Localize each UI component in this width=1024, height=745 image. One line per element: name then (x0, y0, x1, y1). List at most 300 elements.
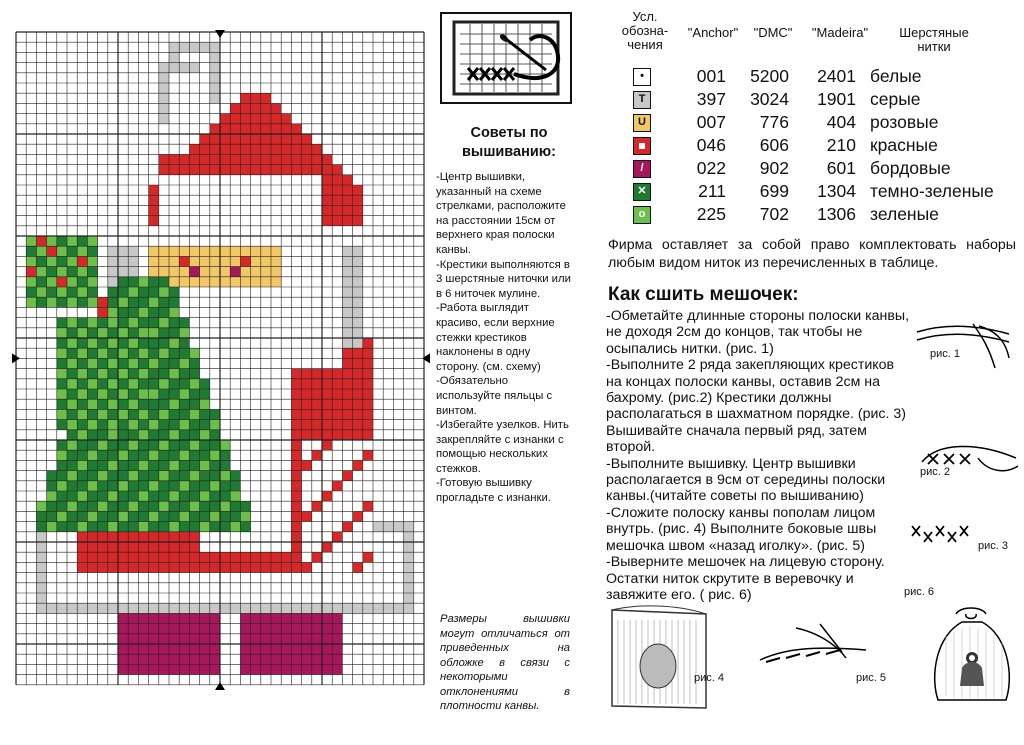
stitch-cell (67, 450, 77, 460)
stitch-cell (87, 236, 97, 246)
stitch-cell (281, 134, 291, 144)
stitch-cell (312, 420, 322, 430)
stitch-cell (179, 501, 189, 511)
stitch-cell (189, 573, 199, 583)
stitch-cell (57, 369, 67, 379)
stitch-cell (210, 603, 220, 613)
stitch-cell (353, 501, 363, 511)
stitch-cell (128, 664, 138, 674)
stitch-cell (261, 328, 271, 338)
stitch-cell (128, 603, 138, 613)
stitch-cell (230, 511, 240, 521)
stitch-cell (332, 624, 342, 634)
stitch-cell (189, 542, 199, 552)
stitch-cell (210, 267, 220, 277)
stitch-cell (189, 430, 199, 440)
stitch-cell (128, 297, 138, 307)
stitch-cell (159, 103, 169, 113)
stitch-cell (271, 277, 281, 287)
stitch-cell (159, 511, 169, 521)
stitch-cell (67, 318, 77, 328)
stitch-cell (230, 175, 240, 185)
stitch-cell (353, 348, 363, 358)
stitch-cell (169, 420, 179, 430)
stitch-cell (322, 236, 332, 246)
stitch-cell (261, 644, 271, 654)
stitch-cell (210, 430, 220, 440)
stitch-cell (67, 481, 77, 491)
stitch-cell (77, 430, 87, 440)
stitch-cell (220, 226, 230, 236)
stitch-cell (189, 267, 199, 277)
stitch-cell (200, 552, 210, 562)
stitch-cell (302, 501, 312, 511)
stitch-cell (149, 420, 159, 430)
stitch-cell (251, 460, 261, 470)
stitch-cell (271, 348, 281, 358)
stitch-cell (189, 195, 199, 205)
stitch-cell (210, 420, 220, 430)
stitch-cell (342, 369, 352, 379)
stitch-cell (210, 583, 220, 593)
stitch-cell (159, 430, 169, 440)
stitch-cell (281, 644, 291, 654)
stitch-cell (312, 542, 322, 552)
stitch-cell (240, 205, 250, 215)
stitch-cell (220, 369, 230, 379)
stitch-cell (353, 552, 363, 562)
stitch-cell (138, 318, 148, 328)
stitch-cell (240, 267, 250, 277)
stitch-cell (57, 256, 67, 266)
stitch-cell (251, 348, 261, 358)
stitch-cell (342, 542, 352, 552)
stitch-cell (200, 613, 210, 623)
stitch-cell (281, 236, 291, 246)
stitch-cell (312, 338, 322, 348)
stitch-cell (332, 348, 342, 358)
stitch-cell (200, 165, 210, 175)
stitch-cell (353, 420, 363, 430)
stitch-cell (332, 328, 342, 338)
stitch-cell (87, 246, 97, 256)
stitch-cell (118, 358, 128, 368)
stitch-cell (363, 389, 373, 399)
stitch-cell (220, 511, 230, 521)
stitch-cell (149, 634, 159, 644)
stitch-cell (77, 542, 87, 552)
stitch-cell (47, 246, 57, 256)
stitch-cell (138, 481, 148, 491)
stitch-cell (291, 481, 301, 491)
stitch-cell (36, 522, 46, 532)
stitch-cell (291, 175, 301, 185)
stitch-cell (87, 603, 97, 613)
stitch-cell (57, 593, 67, 603)
stitch-cell (251, 277, 261, 287)
stitch-cell (302, 562, 312, 572)
stitch-cell (342, 195, 352, 205)
stitch-cell (36, 542, 46, 552)
stitch-cell (118, 501, 128, 511)
stitch-cell (312, 562, 322, 572)
stitch-cell (67, 532, 77, 542)
stitch-cell (149, 573, 159, 583)
stitch-cell (251, 236, 261, 246)
stitch-cell (87, 501, 97, 511)
stitch-cell (312, 256, 322, 266)
stitch-cell (138, 522, 148, 532)
stitch-cell (230, 522, 240, 532)
stitch-cell (149, 328, 159, 338)
stitch-cell (251, 511, 261, 521)
stitch-cell (240, 562, 250, 572)
stitch-cell (189, 389, 199, 399)
stitch-cell (353, 256, 363, 266)
stitch-cell (210, 501, 220, 511)
t-square-icon: T (633, 91, 651, 109)
stitch-cell (149, 226, 159, 236)
stitch-cell (312, 358, 322, 368)
center-arrow-icon (215, 682, 225, 690)
stitch-cell (149, 369, 159, 379)
stitch-cell (312, 511, 322, 521)
stitch-cell (159, 471, 169, 481)
stitch-cell (128, 348, 138, 358)
tip-item: - Крестики выполняются в 3 шерстяные ниточки или в 6 ниточек мулине. (436, 258, 576, 302)
stitch-cell (189, 338, 199, 348)
stitch-cell (332, 481, 342, 491)
header-wool: Шерстяные нитки (899, 25, 969, 54)
stitch-cell (353, 297, 363, 307)
stitch-cell (302, 328, 312, 338)
stitch-cell (98, 389, 108, 399)
stitch-cell (149, 613, 159, 623)
stitch-cell (210, 93, 220, 103)
stitch-cell (322, 318, 332, 328)
stitch-cell (87, 256, 97, 266)
stitch-cell (230, 236, 240, 246)
stitch-cell (210, 491, 220, 501)
stitch-cell (281, 154, 291, 164)
stitch-cell (220, 318, 230, 328)
stitch-cell (220, 124, 230, 134)
stitch-cell (210, 165, 220, 175)
stitch-cell (87, 491, 97, 501)
stitch-cell (220, 165, 230, 175)
stitch-cell (128, 583, 138, 593)
stitch-cell (230, 134, 240, 144)
stitch-cell (200, 522, 210, 532)
stitch-cell (57, 460, 67, 470)
stitch-cell (251, 114, 261, 124)
anchor-code: 007 (696, 112, 726, 132)
stitch-cell (169, 246, 179, 256)
stitch-cell (118, 369, 128, 379)
stitch-cell (67, 603, 77, 613)
stitch-cell (302, 440, 312, 450)
stitch-cell (332, 389, 342, 399)
stitch-cell (240, 379, 250, 389)
stitch-cell (159, 552, 169, 562)
stitch-cell (251, 624, 261, 634)
stitch-cell (332, 522, 342, 532)
stitch-cell (118, 624, 128, 634)
header-anchor: "Anchor" (687, 25, 739, 40)
stitch-cell (98, 358, 108, 368)
stitch-cell (210, 42, 220, 52)
stitch-cell (281, 634, 291, 644)
stitch-cell (108, 481, 118, 491)
stitch-cell (393, 593, 403, 603)
stitch-cell (312, 481, 322, 491)
stitch-cell (312, 389, 322, 399)
stitch-cell (220, 430, 230, 440)
stitch-cell (251, 205, 261, 215)
stitch-cell (220, 409, 230, 419)
stitch-cell (159, 318, 169, 328)
stitch-cell (128, 573, 138, 583)
stitch-cell (98, 318, 108, 328)
stitch-cell (57, 409, 67, 419)
stitch-cell (179, 165, 189, 175)
stitch-cell (98, 542, 108, 552)
stitch-cell (230, 399, 240, 409)
stitch-cell (251, 103, 261, 113)
dmc-code: 702 (759, 204, 789, 224)
stitch-cell (261, 236, 271, 246)
stitch-cell (342, 460, 352, 470)
stitch-cell (261, 379, 271, 389)
stitch-cell (363, 532, 373, 542)
stitch-cell (169, 532, 179, 542)
stitch-cell (322, 216, 332, 226)
stitch-cell (169, 83, 179, 93)
figure-1-label: рис. 1 (930, 348, 960, 360)
stitch-cell (271, 287, 281, 297)
stitch-cell (57, 399, 67, 409)
stitch-cell (342, 246, 352, 256)
stitch-cell (373, 522, 383, 532)
stitch-cell (251, 634, 261, 644)
stitch-cell (322, 664, 332, 674)
stitch-cell (281, 430, 291, 440)
stitch-cell (179, 644, 189, 654)
stitch-cell (169, 664, 179, 674)
stitch-cell (230, 460, 240, 470)
stitch-cell (118, 297, 128, 307)
dmc-code: 699 (759, 181, 789, 201)
stitch-cell (169, 379, 179, 389)
stitch-cell (251, 409, 261, 419)
stitch-cell (179, 175, 189, 185)
stitch-cell (67, 236, 77, 246)
stitch-cell (159, 522, 169, 532)
stitch-cell (77, 277, 87, 287)
stitch-cell (251, 369, 261, 379)
stitch-cell (159, 450, 169, 460)
stitch-cell (312, 236, 322, 246)
stitch-cell (57, 420, 67, 430)
stitch-cell (363, 542, 373, 552)
stitch-cell (210, 471, 220, 481)
stitch-cell (393, 552, 403, 562)
stitch-cell (200, 154, 210, 164)
stitch-cell (291, 236, 301, 246)
stitch-cell (332, 654, 342, 664)
stitch-cell (312, 144, 322, 154)
stitch-cell (291, 511, 301, 521)
stitch-cell (271, 471, 281, 481)
stitch-cell (67, 491, 77, 501)
stitch-cell (240, 522, 250, 532)
stitch-cell (169, 287, 179, 297)
stitch-cell (251, 175, 261, 185)
stitch-cell (200, 83, 210, 93)
stitch-cell (189, 144, 199, 154)
stitch-cell (169, 644, 179, 654)
stitch-cell (261, 318, 271, 328)
stitch-cell (261, 583, 271, 593)
stitch-cell (189, 297, 199, 307)
stitch-cell (342, 522, 352, 532)
stitch-cell (210, 369, 220, 379)
stitch-cell (118, 552, 128, 562)
stitch-cell (210, 63, 220, 73)
stitch-cell (149, 185, 159, 195)
stitch-cell (189, 399, 199, 409)
stitch-cell (291, 358, 301, 368)
stitch-cell (322, 328, 332, 338)
stitch-cell (332, 430, 342, 440)
stitch-cell (281, 501, 291, 511)
stitch-cell (210, 277, 220, 287)
stitch-cell (57, 501, 67, 511)
stitch-cell (302, 471, 312, 481)
stitch-cell (138, 460, 148, 470)
stitch-cell (200, 430, 210, 440)
stitch-cell (67, 430, 77, 440)
stitch-cell (169, 358, 179, 368)
stitch-cell (128, 358, 138, 368)
stitch-cell (240, 420, 250, 430)
stitch-cell (220, 542, 230, 552)
stitch-cell (302, 613, 312, 623)
stitch-cell (312, 379, 322, 389)
stitch-cell (383, 532, 393, 542)
stitch-cell (169, 399, 179, 409)
stitch-cell (128, 399, 138, 409)
stitch-cell (149, 471, 159, 481)
stitch-cell (322, 399, 332, 409)
stitch-cell (261, 267, 271, 277)
stitch-cell (220, 358, 230, 368)
stitch-cell (302, 195, 312, 205)
stitch-cell (159, 409, 169, 419)
stitch-cell (281, 195, 291, 205)
stitch-cell (138, 358, 148, 368)
stitch-cell (128, 624, 138, 634)
stitch-cell (77, 471, 87, 481)
stitch-cell (230, 491, 240, 501)
stitch-cell (108, 358, 118, 368)
stitch-cell (179, 603, 189, 613)
stitch-cell (302, 389, 312, 399)
stitch-cell (179, 73, 189, 83)
stitch-cell (230, 583, 240, 593)
stitch-cell (67, 338, 77, 348)
stitch-cell (159, 532, 169, 542)
stitch-cell (169, 236, 179, 246)
stitch-cell (57, 491, 67, 501)
stitch-cell (363, 430, 373, 440)
stitch-cell (149, 624, 159, 634)
stitch-cell (108, 338, 118, 348)
stitch-cell (271, 175, 281, 185)
stitch-cell (138, 624, 148, 634)
stitch-cell (149, 603, 159, 613)
stitch-cell (138, 328, 148, 338)
stitch-cell (169, 450, 179, 460)
stitch-cell (128, 338, 138, 348)
stitch-cell (169, 205, 179, 215)
stitch-cell (179, 450, 189, 460)
stitch-cell (169, 389, 179, 399)
stitch-cell (77, 583, 87, 593)
stitch-cell (251, 664, 261, 674)
stitch-cell (200, 369, 210, 379)
stitch-cell (138, 664, 148, 674)
stitch-cell (281, 226, 291, 236)
stitch-cell (57, 542, 67, 552)
stitch-cell (189, 409, 199, 419)
stitch-cell (261, 124, 271, 134)
stitch-cell (312, 573, 322, 583)
stitch-cell (240, 195, 250, 205)
stitch-cell (98, 532, 108, 542)
stitch-cell (322, 175, 332, 185)
stitch-cell (98, 603, 108, 613)
stitch-cell (108, 471, 118, 481)
stitch-cell (332, 511, 342, 521)
stitch-cell (169, 552, 179, 562)
stitch-cell (138, 256, 148, 266)
stitch-cell (302, 185, 312, 195)
stitch-cell (200, 593, 210, 603)
stitch-cell (240, 246, 250, 256)
stitch-cell (251, 491, 261, 501)
stitch-cell (200, 63, 210, 73)
stitch-cell (36, 593, 46, 603)
stitch-cell (240, 593, 250, 603)
stitch-cell (271, 542, 281, 552)
stitch-cell (169, 634, 179, 644)
stitch-cell (271, 511, 281, 521)
stitch-cell (149, 358, 159, 368)
stitch-cell (179, 52, 189, 62)
stitch-cell (128, 379, 138, 389)
stitch-cell (118, 664, 128, 674)
stitch-cell (67, 256, 77, 266)
stitch-cell (138, 389, 148, 399)
stitch-cell (169, 307, 179, 317)
stitch-cell (322, 369, 332, 379)
stitch-cell (210, 450, 220, 460)
stitch-cell (179, 634, 189, 644)
stitch-cell (149, 307, 159, 317)
stitch-cell (312, 328, 322, 338)
stitch-cell (87, 409, 97, 419)
